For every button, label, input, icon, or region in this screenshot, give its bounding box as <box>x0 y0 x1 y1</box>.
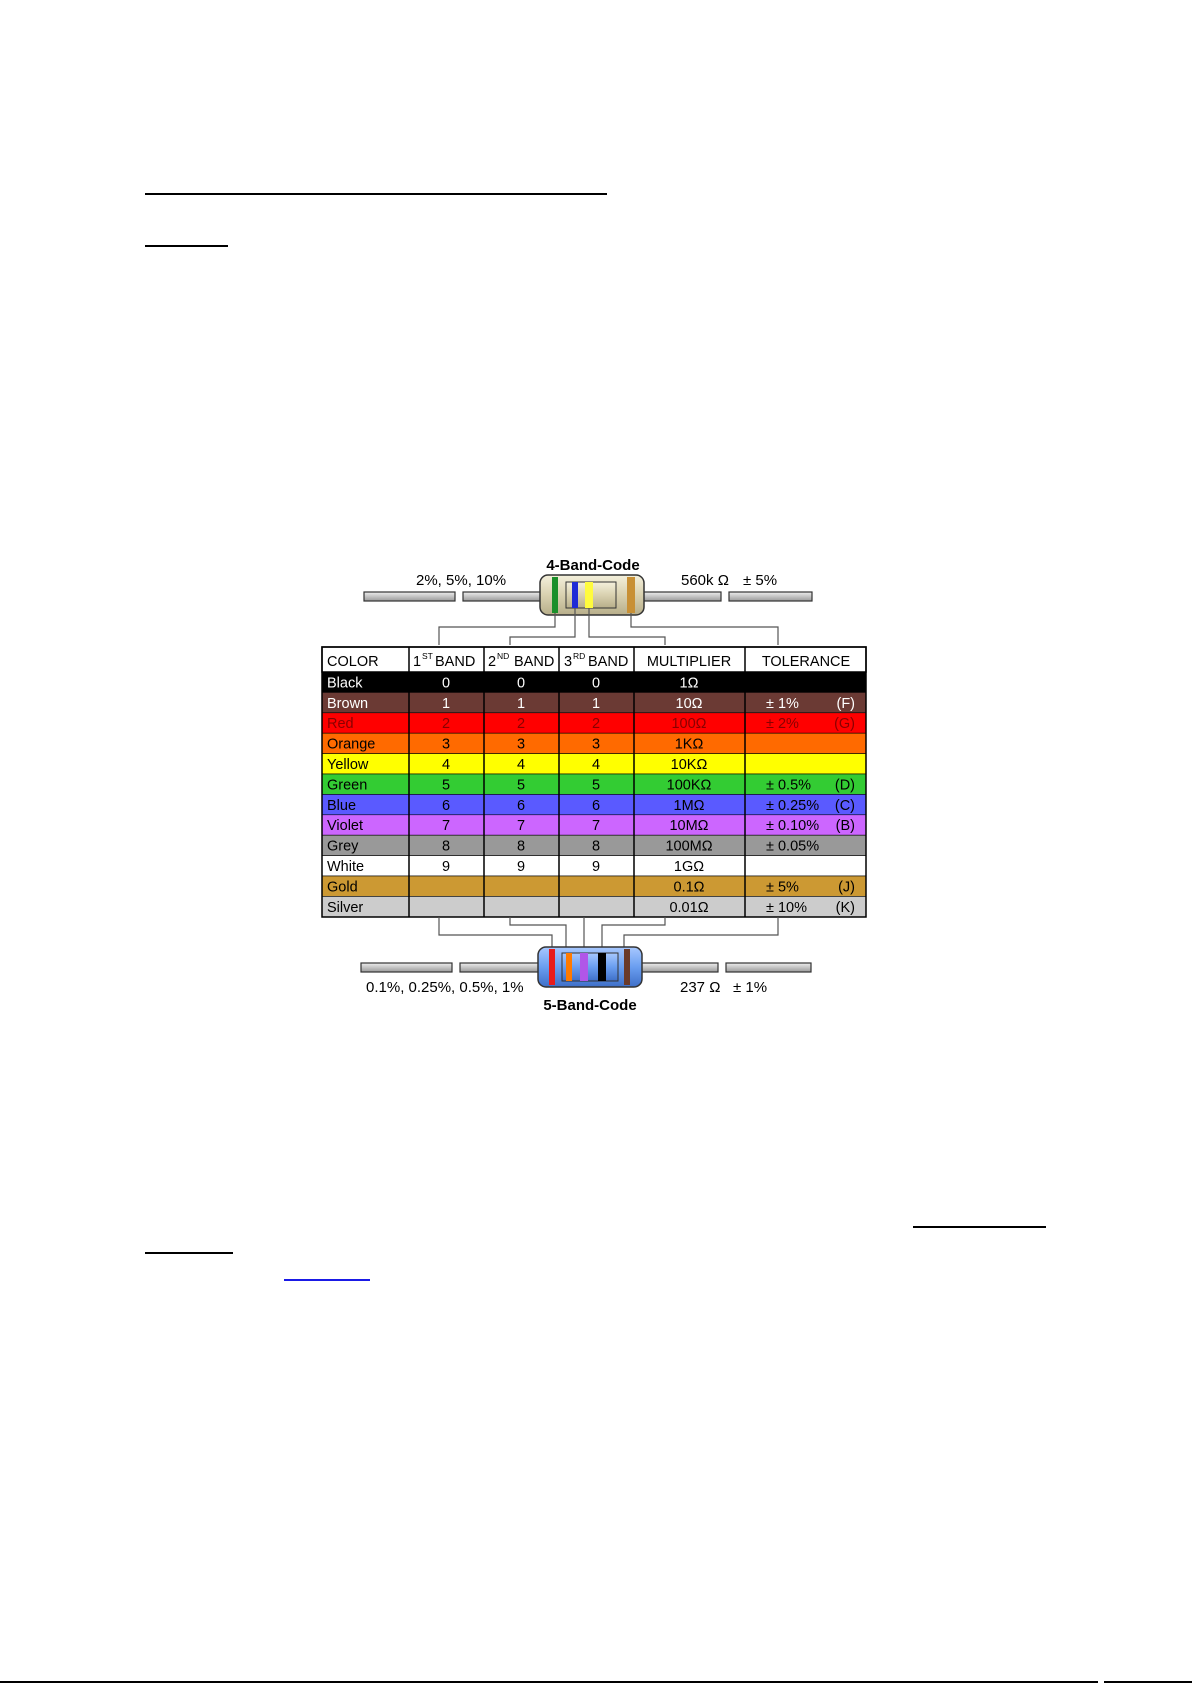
cell-band1-digit: 3 <box>441 736 451 753</box>
cell-tolerance: ± 0.05% <box>766 838 820 855</box>
cell-tolerance-code: (C) <box>834 797 855 814</box>
cell-multiplier: 1KΩ <box>674 736 704 753</box>
header-band2-num: 2 <box>488 654 497 670</box>
cell-band3-digit: 9 <box>591 859 601 875</box>
cell-band3-digit: 6 <box>591 797 601 814</box>
cell-multiplier: 100KΩ <box>666 777 712 794</box>
table-row-violet <box>322 815 866 835</box>
cell-multiplier: 1Ω <box>679 675 699 692</box>
cell-multiplier: 10Ω <box>675 695 703 712</box>
cell-tolerance: ± 0.25% <box>766 797 820 814</box>
cell-band3-digit: 7 <box>591 818 601 835</box>
cell-tolerance: ± 2% <box>766 716 799 733</box>
four-band-example-value: 560k Ω <box>681 572 729 589</box>
four-band-band-1 <box>552 577 558 613</box>
four-band-band-2 <box>572 582 578 608</box>
cell-color-name: Brown <box>327 695 369 712</box>
cell-band1-digit: 6 <box>441 797 451 814</box>
four-band-tolerance-options: 2%, 5%, 10% <box>416 572 507 589</box>
cell-band1-digit: 4 <box>441 757 451 773</box>
cell-band1-digit: 7 <box>441 818 451 835</box>
cell-band1-digit: 9 <box>441 859 451 875</box>
cell-multiplier: 10KΩ <box>670 757 708 773</box>
table-row-green <box>322 774 866 794</box>
cell-band2-digit: 9 <box>516 859 526 875</box>
table-row-silver <box>322 896 866 916</box>
cell-band1-digit: 1 <box>441 695 451 712</box>
color-code-table <box>322 647 866 917</box>
cell-band2-digit: 2 <box>516 716 526 733</box>
cell-multiplier: 100Ω <box>671 716 707 733</box>
cell-color-name: Green <box>327 777 368 794</box>
cell-tolerance: ± 1% <box>766 695 799 712</box>
cell-color-name: Yellow <box>327 757 369 773</box>
header-band2-sup: ND <box>497 651 510 661</box>
four-band-resistor <box>540 575 644 615</box>
five-band-resistor <box>538 947 642 987</box>
table-row-white <box>322 856 866 876</box>
cell-color-name: Orange <box>327 736 376 753</box>
cell-tolerance-code: (B) <box>835 818 855 835</box>
five-band-example-value: 237 Ω <box>680 979 721 996</box>
cell-color-name: Blue <box>327 797 357 814</box>
cell-band3-digit: 5 <box>591 777 601 794</box>
cell-band3-digit: 3 <box>591 736 601 753</box>
cell-multiplier: 1MΩ <box>673 797 705 814</box>
cell-tolerance-code: (F) <box>836 695 855 712</box>
table-row-grey <box>322 835 866 855</box>
cell-color-name: Violet <box>327 818 364 835</box>
cell-band3-digit: 1 <box>591 695 601 712</box>
cell-band2-digit: 6 <box>516 797 526 814</box>
four-band-example-tolerance: ± 5% <box>743 572 778 589</box>
table-row-red <box>322 713 866 733</box>
cell-tolerance-code: (K) <box>835 899 855 916</box>
cell-tolerance-code: (D) <box>834 777 855 794</box>
table-row-black <box>322 672 866 692</box>
cell-band2-digit: 0 <box>516 675 526 692</box>
cell-multiplier: 100MΩ <box>665 838 713 855</box>
five-band-tolerance-options: 0.1%, 0.25%, 0.5%, 1% <box>366 979 524 996</box>
cell-band2-digit: 7 <box>516 818 526 835</box>
table-row-orange <box>322 733 866 753</box>
cell-multiplier: 0.1Ω <box>673 879 705 896</box>
five-band-band-1 <box>549 949 555 985</box>
cell-multiplier: 0.01Ω <box>669 899 709 916</box>
cell-band2-digit: 1 <box>516 695 526 712</box>
header-multiplier: MULTIPLIER <box>646 654 732 670</box>
header-tolerance: TOLERANCE <box>761 654 851 670</box>
cell-tolerance-code: (J) <box>838 879 855 896</box>
four-band-title: 4-Band-Code <box>546 557 640 574</box>
header-band3-num: 3 <box>564 654 573 670</box>
table-row-yellow <box>322 754 866 774</box>
header-band1-sup: ST <box>422 651 433 661</box>
header-band3-sup: RD <box>573 651 586 661</box>
five-band-band-5 <box>624 949 630 985</box>
cell-color-name: White <box>327 859 365 875</box>
cell-band3-digit: 2 <box>591 716 601 733</box>
cell-band2-digit: 4 <box>516 757 526 773</box>
cell-band1-digit: 2 <box>441 716 451 733</box>
header-band1-word: BAND <box>435 654 476 670</box>
five-band-band-3 <box>580 953 588 981</box>
header-band3-word: BAND <box>588 654 629 670</box>
header-band1-num: 1 <box>413 654 422 670</box>
five-band-title: 5-Band-Code <box>543 997 637 1014</box>
five-band-connectors <box>439 917 778 950</box>
cell-band1-digit: 0 <box>441 675 451 692</box>
cell-multiplier: 10MΩ <box>669 818 709 835</box>
cell-band2-digit: 5 <box>516 777 526 794</box>
five-band-band-4 <box>598 953 606 981</box>
cell-band3-digit: 0 <box>591 675 601 692</box>
four-band-band-4 <box>627 577 635 613</box>
cell-band3-digit: 8 <box>591 838 601 855</box>
cell-tolerance-code: (G) <box>834 716 855 733</box>
cell-band3-digit: 4 <box>591 757 601 773</box>
cell-band2-digit: 8 <box>516 838 526 855</box>
cell-color-name: Grey <box>327 838 359 855</box>
cell-color-name: Red <box>327 716 354 733</box>
cell-color-name: Gold <box>327 879 358 896</box>
cell-tolerance: ± 0.10% <box>766 818 820 835</box>
five-band-band-2 <box>566 953 572 981</box>
cell-color-name: Silver <box>327 899 364 916</box>
cell-color-name: Black <box>327 675 363 692</box>
cell-band2-digit: 3 <box>516 736 526 753</box>
four-band-band-3 <box>585 582 593 608</box>
table-row-gold <box>322 876 866 896</box>
header-color: COLOR <box>327 654 379 670</box>
five-band-example-tolerance: ± 1% <box>733 979 768 996</box>
cell-tolerance: ± 5% <box>766 879 799 896</box>
header-band2-word: BAND <box>514 654 555 670</box>
cell-tolerance: ± 0.5% <box>766 777 812 794</box>
cell-multiplier: 1GΩ <box>673 859 705 875</box>
table-row-brown <box>322 692 866 712</box>
cell-band1-digit: 8 <box>441 838 451 855</box>
table-row-blue <box>322 794 866 814</box>
cell-band1-digit: 5 <box>441 777 451 794</box>
cell-tolerance: ± 10% <box>766 899 808 916</box>
